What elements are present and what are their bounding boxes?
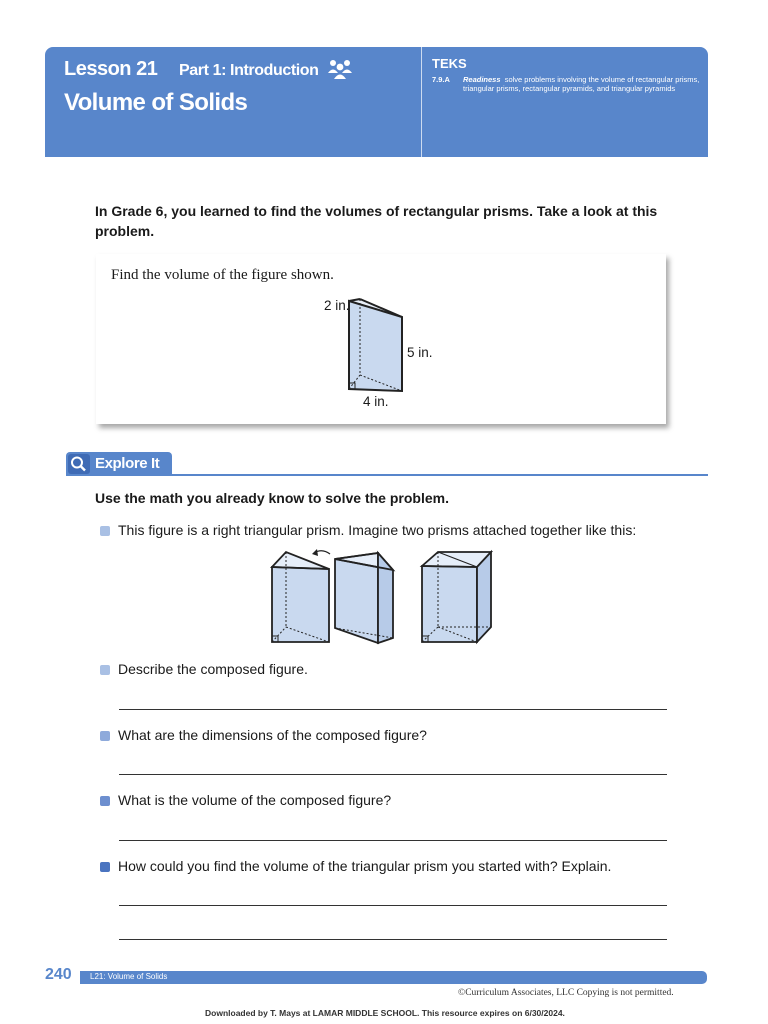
bullet-4 (100, 796, 110, 806)
question-3: What are the dimensions of the composed figure? (118, 727, 427, 743)
question-2: Describe the composed figure. (118, 661, 308, 677)
footer-bar (80, 971, 707, 984)
footer-lesson-label: L21: Volume of Solids (90, 972, 168, 981)
teks-label: Readiness (463, 75, 501, 84)
teks-text: solve problems involving the volume of rectangular prisms, triangular prisms, rectangular pyramids, and triangular pyramids (463, 75, 700, 93)
download-notice: Downloaded by T. Mays at LAMAR MIDDLE SCHOOL. This resource expires on 6/30/2024. (205, 1008, 565, 1018)
bullet-3 (100, 731, 110, 741)
bullet-5 (100, 862, 110, 872)
dimension-bottom: 4 in. (363, 394, 389, 409)
dimension-top: 2 in. (324, 298, 350, 313)
lesson-part: Part 1: Introduction (179, 62, 319, 79)
answer-line-5a[interactable] (119, 905, 667, 906)
answer-line-4[interactable] (119, 840, 667, 841)
teks-title: TEKS (432, 56, 467, 71)
header-divider (421, 47, 422, 157)
group-icon (326, 58, 354, 80)
answer-line-2[interactable] (119, 709, 667, 710)
problem-box (96, 254, 666, 424)
page-number: 240 (45, 966, 72, 983)
explore-it-label: Explore It (95, 455, 160, 472)
answer-line-5b[interactable] (119, 939, 667, 940)
magnifier-icon (68, 454, 90, 474)
problem-text: Find the volume of the figure shown. (111, 267, 334, 283)
teks-description (463, 75, 708, 93)
lesson-title: Volume of Solids (64, 89, 248, 116)
composed-prisms-figure (260, 545, 500, 647)
question-5: How could you find the volume of the triangular prism you started with? Explain. (118, 858, 612, 874)
lesson-header (45, 47, 708, 157)
question-1: This figure is a right triangular prism. Imagine two prisms attached together like this: (118, 522, 637, 538)
bullet-2 (100, 665, 110, 675)
explore-intro: Use the math you already know to solve the problem. (95, 490, 449, 506)
teks-code: 7.9.A (432, 75, 450, 84)
explore-divider (66, 474, 708, 476)
copyright: ©Curriculum Associates, LLC Copying is not permitted. (458, 988, 674, 998)
dimension-right: 5 in. (407, 345, 433, 360)
explore-it-tab (66, 452, 172, 476)
answer-line-3[interactable] (119, 774, 667, 775)
bullet-1 (100, 526, 110, 536)
question-4: What is the volume of the composed figure? (118, 792, 392, 808)
intro-text: In Grade 6, you learned to find the volumes of rectangular prisms. Take a look at this problem. (95, 203, 658, 239)
lesson-number: Lesson 21 (64, 58, 158, 80)
